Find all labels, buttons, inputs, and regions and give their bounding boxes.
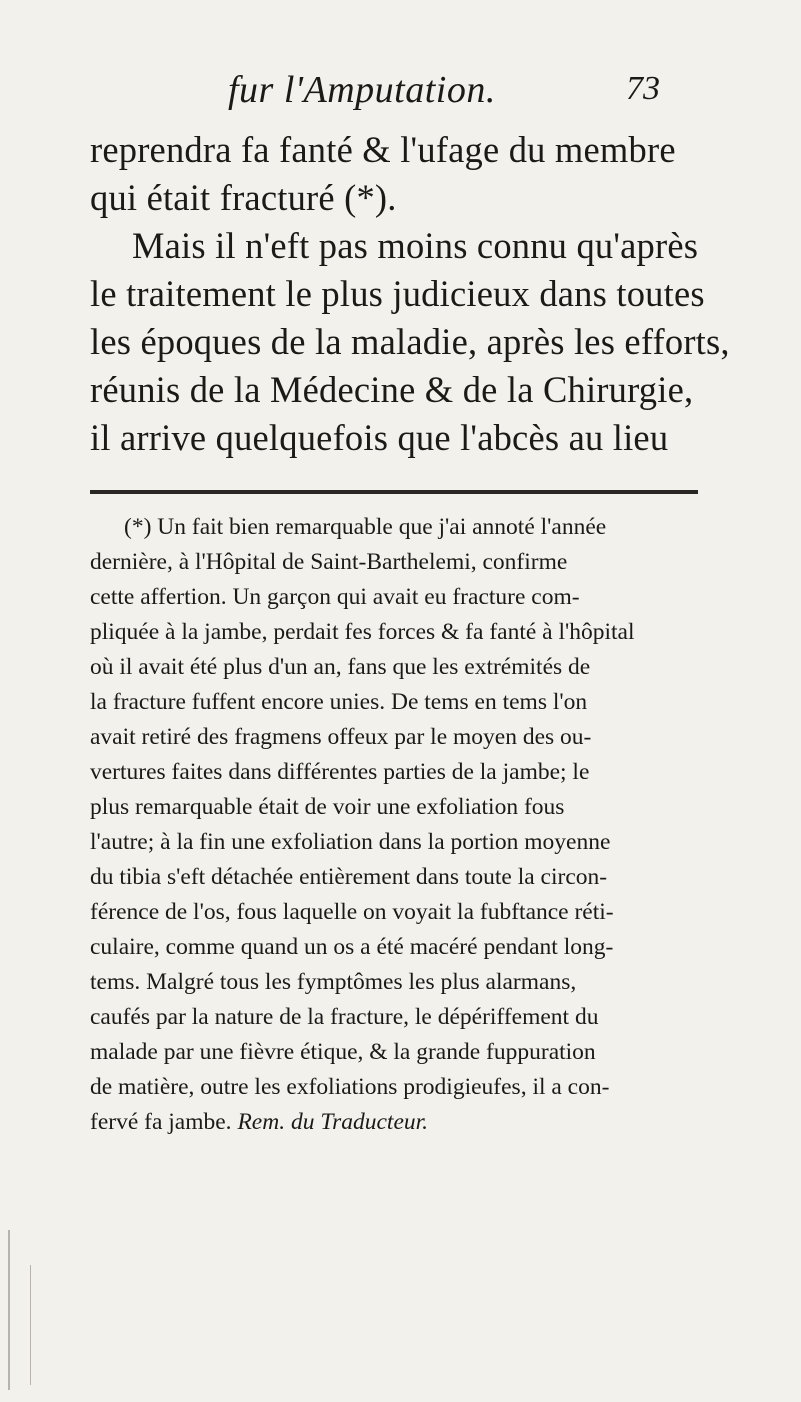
footnote-line: tems. Malgré tous les fymptômes les plus alarmans, (90, 969, 577, 995)
footnote-last-line-text: fervé fa jambe. (90, 1109, 238, 1135)
page-number: 73 (626, 70, 660, 107)
footnote-line: de matière, outre les exfoliations prodigieufes, il a con- (90, 1074, 610, 1100)
main-text-line: reprendra fa fanté & l'ufage du membre (90, 129, 676, 170)
running-head (228, 68, 660, 114)
footnote-line: malade par une fièvre étique, & la grande fuppuration (90, 1039, 596, 1065)
footnote-separator-rule (90, 490, 698, 494)
footnote-line: dernière, à l'Hôpital de Saint-Barthelemi, confirme (90, 549, 568, 575)
running-title: fur l'Amputation. (228, 69, 496, 111)
footnote-line: du tibia s'eft détachée entièrement dans toute la circon- (90, 864, 608, 890)
footnote-line: (*) Un fait bien remarquable que j'ai annoté l'année (124, 514, 607, 540)
main-text-line: qui était fracturé (*). (90, 177, 397, 218)
main-text-line: Mais il n'eft pas moins connu qu'après (132, 225, 699, 266)
footnote-line: férence de l'os, fous laquelle on voyait la fubftance réti- (90, 899, 614, 925)
page-edge-mark (30, 1265, 31, 1385)
page-edge-mark (8, 1230, 10, 1390)
footnote-line: l'autre; à la fin une exfoliation dans la portion moyenne (90, 829, 611, 855)
footnote-block (90, 510, 702, 1140)
main-text-block (90, 126, 730, 462)
main-text-line: les époques de la maladie, après les efforts, (90, 321, 730, 362)
footnote-line: où il avait été plus d'un an, fans que les extrémités de (90, 654, 591, 680)
footnote-line: avait retiré des fragmens offeux par le moyen des ou- (90, 724, 592, 750)
main-text-line: réunis de la Médecine & de la Chirurgie, (90, 369, 694, 410)
footnote-line: culaire, comme quand un os a été macéré pendant long- (90, 934, 614, 960)
footnote-line: la fracture fuffent encore unies. De tems en tems l'on (90, 689, 588, 715)
main-text-line: le traitement le plus judicieux dans toutes (90, 273, 705, 314)
translator-signature: Rem. du Traducteur. (237, 1109, 429, 1135)
footnote-line: pliquée à la jambe, perdait fes forces & fa fanté à l'hôpital (90, 619, 635, 645)
footnote-line: plus remarquable était de voir une exfoliation fous (90, 794, 565, 820)
footnote-line: cette affertion. Un garçon qui avait eu fracture com- (90, 584, 580, 610)
main-text-line: il arrive quelquefois que l'abcès au lieu (90, 417, 669, 458)
footnote-line: vertures faites dans différentes parties de la jambe; le (90, 759, 590, 785)
footnote-line: caufés par la nature de la fracture, le dépériffement du (90, 1004, 599, 1030)
footnote-last-line (90, 1105, 702, 1140)
